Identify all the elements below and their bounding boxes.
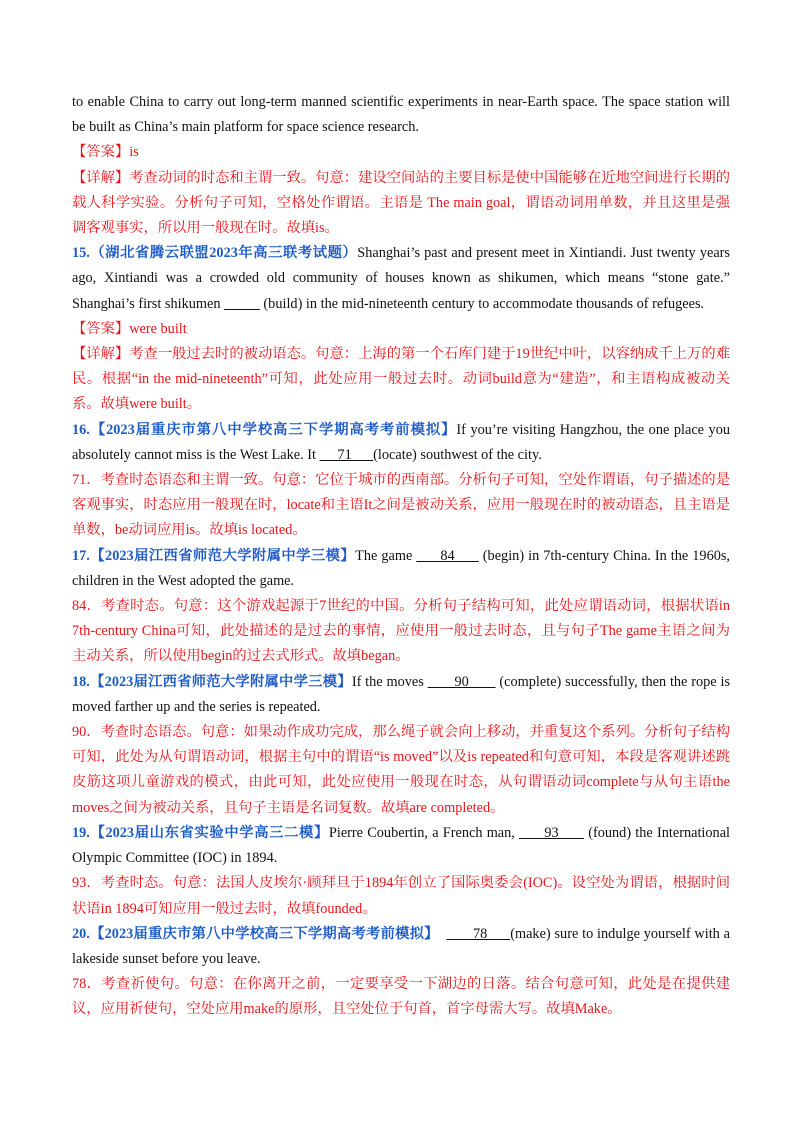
question-source: （湖北省腾云联盟2023年高三联考试题） bbox=[89, 245, 358, 262]
answer-blank: 93 bbox=[519, 824, 584, 841]
question-18 bbox=[72, 670, 730, 720]
answer-blank bbox=[224, 296, 260, 312]
answer-line-15 bbox=[72, 317, 730, 342]
question-number: 20. bbox=[72, 925, 90, 942]
question-source: 【2023届重庆市第八中学校高三下学期高考考前模拟】 bbox=[89, 925, 439, 942]
question-text-after: (begin) in 7th-century China. In the 1960s, children in the West adopted the game. bbox=[72, 547, 731, 589]
question-19 bbox=[72, 821, 730, 871]
intro-paragraph: to enable China to carry out long-term manned scientific experiments in near-Earth space. The space station will be built as China’s main platform for space science research. bbox=[72, 94, 730, 136]
answer-label: 【答案】 bbox=[72, 144, 130, 161]
answer-blank: 84 bbox=[416, 547, 479, 564]
question-number: 17. bbox=[72, 547, 90, 564]
question-text: The game bbox=[355, 547, 417, 564]
answer-blank: 71 bbox=[319, 446, 374, 463]
question-number: 16. bbox=[72, 421, 90, 438]
question-text-after: (make) sure to indulge yourself with a lakeside sunset before you leave. bbox=[72, 925, 730, 967]
explanation-19: 93．考查时态。句意：法国人皮埃尔·顾拜旦于1894年创立了国际奥委会(IOC)。设空处为谓语，根据时间状语in 1894可知应用一般过去时，故填founded。 bbox=[72, 875, 730, 917]
question-text: Shanghai’s past and present meet in Xintiandi. Just twenty years ago, Xintiandi was a crowded old community of houses known as shikumen, which means “stone gate.” Shanghai’s first shikumen bbox=[72, 245, 730, 312]
explanation-17: 84．考查时态。句意：这个游戏起源于7世纪的中国。分析句子结构可知，此处应谓语动词，根据状语in 7th-century China可知，此处描述的是过去的事情，应使用一般过去时态，且与句子The game主语之间为主动关系，所以使用begin的过去式形式。故填began。 bbox=[72, 598, 730, 665]
answer-label: 【答案】 bbox=[72, 320, 130, 337]
question-text-after: (complete) successfully, then the rope is moved farther up and the series is repeated. bbox=[72, 673, 731, 715]
question-text: Pierre Coubertin, a French man, bbox=[328, 824, 520, 841]
explanation-14: 【详解】考查动词的时态和主谓一致。句意：建设空间站的主要目标是使中国能够在近地空间进行长期的载人科学实验。分析句子可知，空格处作谓语。主语是 The main goal，谓语动词用单数，并且这里是强调客观事实，所以用一般现在时。故填is。 bbox=[72, 169, 730, 237]
question-number: 18. bbox=[72, 673, 90, 690]
question-text-after: (locate) southwest of the city. bbox=[373, 446, 542, 463]
explanation-18: 90．考查时态语态。句意：如果动作成功完成，那么绳子就会向上移动，并重复这个系列。分析句子结构可知，此处为从句谓语动词，根据主句中的谓语“is moved”以及is repeated和句意可知，本段是客观讲述跳皮筋这项儿童游戏的模式，由此可知，此处应使用一般现在时态，从句谓语动词complete与从句主语the moves之间为被动关系，且句子主语是名词复数。故填are completed。 bbox=[72, 724, 730, 816]
document-body bbox=[72, 90, 730, 1023]
answer-line-14 bbox=[72, 140, 730, 165]
question-source: 【2023届江西省师范大学附属中学三模】 bbox=[89, 673, 352, 690]
question-15 bbox=[72, 241, 730, 317]
question-source: 【2023届山东省实验中学高三二模】 bbox=[89, 824, 329, 841]
question-20 bbox=[72, 922, 730, 972]
answer-blank: 90 bbox=[427, 673, 496, 690]
question-source: 【2023届重庆市第八中学校高三下学期高考考前模拟】 bbox=[89, 421, 457, 438]
question-number: 19. bbox=[72, 824, 90, 841]
question-16 bbox=[72, 418, 730, 468]
answer-value: is bbox=[129, 144, 139, 161]
question-text: If the moves bbox=[351, 673, 428, 690]
question-source: 【2023届江西省师范大学附属中学三模】 bbox=[89, 547, 356, 564]
question-17 bbox=[72, 544, 730, 594]
question-number: 15. bbox=[72, 245, 90, 262]
answer-value: were built bbox=[129, 320, 187, 337]
explanation-16: 71．考查时态语态和主谓一致。句意：它位于城市的西南部。分析句子可知，空处作谓语，句子描述的是客观事实，时态应用一般现在时，locate和主语It之间是被动关系，应用一般现在时的被动语态，且主语是单数，be动词应用is。故填is located。 bbox=[72, 472, 730, 539]
question-text: If you’re visiting Hangzhou, the one place you absolutely cannot miss is the West Lake. It bbox=[72, 421, 731, 463]
question-text-after: (found) the International Olympic Committee (IOC) in 1894. bbox=[72, 824, 731, 867]
explanation-20: 78．考查祈使句。句意：在你离开之前，一定要享受一下湖边的日落。结合句意可知，此处是在提供建议，应用祈使句，空处应用make的原形，且空处位于句首，首字母需大写。故填Make。 bbox=[72, 976, 730, 1018]
answer-blank: 78 bbox=[446, 925, 511, 942]
explanation-15: 【详解】考查一般过去时的被动语态。句意：上海的第一个石库门建于19世纪中叶，以容纳成千上万的难民。根据“in the mid-nineteenth”可知，此处应用一般过去时。动词build意为“建造”，和主语构成被动关系。故填were built。 bbox=[72, 346, 730, 413]
question-text-after: (build) in the mid-nineteenth century to accommodate thousands of refugees. bbox=[259, 295, 705, 312]
